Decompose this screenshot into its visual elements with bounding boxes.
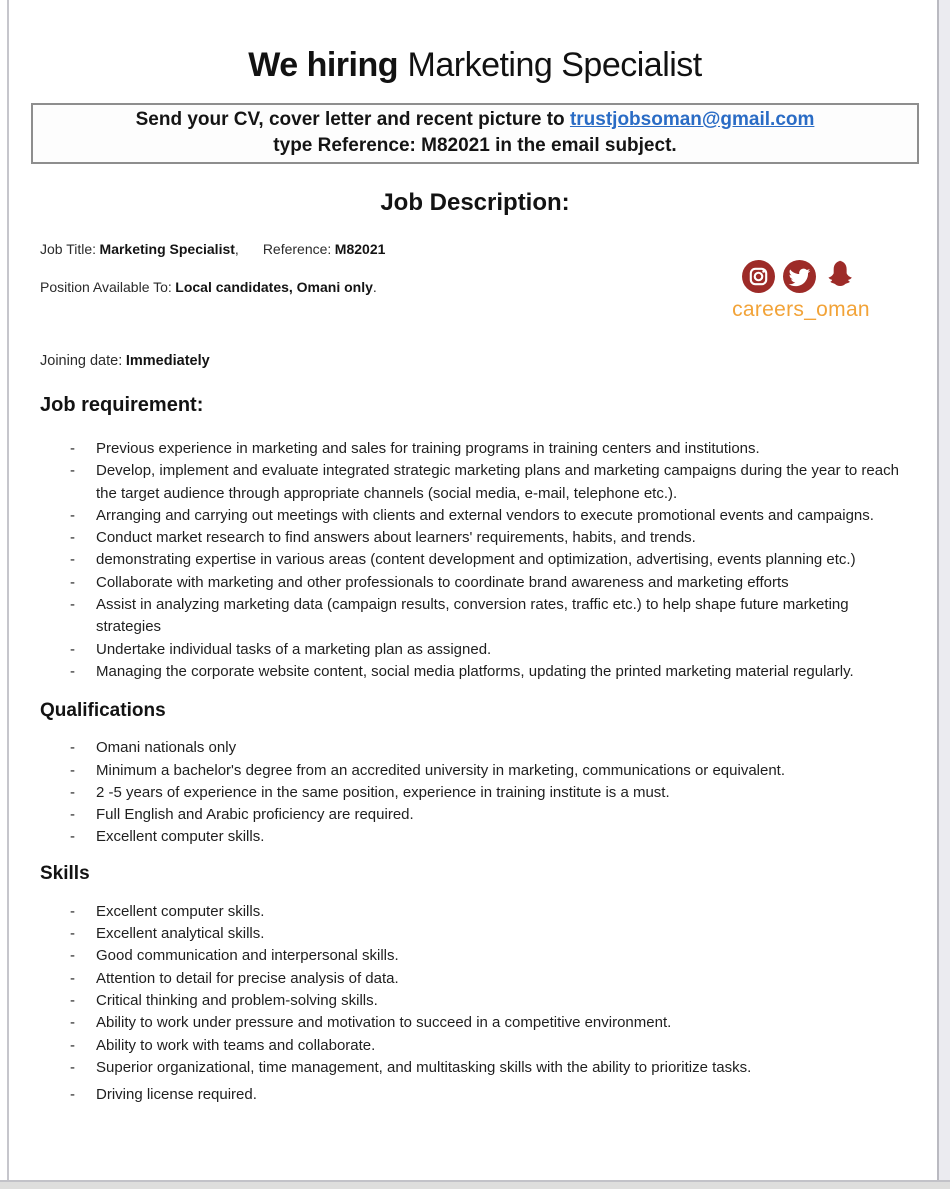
bullet-text: Driving license required. — [96, 1086, 257, 1104]
bullet-text: Minimum a bachelor's degree from an accredited university in marketing, communications or equivalent. — [96, 761, 786, 779]
list-item — [0, 737, 950, 759]
list-item — [0, 505, 950, 527]
page-title — [40, 42, 910, 88]
page-right-edge — [939, 0, 950, 1189]
bullet-text: Undertake individual tasks of a marketing plan as assigned. — [96, 640, 492, 658]
bullet-dash: - — [70, 1086, 75, 1104]
position-value: Local candidates, Omani only — [175, 279, 373, 295]
bullet-dash: - — [70, 947, 75, 965]
bullet-dash: - — [70, 828, 75, 846]
job-requirement-list — [0, 438, 950, 683]
bullet-text: Good communication and interpersonal skills. — [96, 947, 399, 965]
cta-box — [31, 103, 919, 164]
bullet-dash: - — [70, 551, 75, 569]
page-right-edge-line — [937, 0, 939, 1189]
bullet-dash: - — [70, 902, 75, 920]
bullet-text: Managing the corporate website content, social media platforms, updating the printed marketing material regularly. — [96, 662, 854, 680]
bullet-text: Attention to detail for precise analysis of data. — [96, 969, 399, 987]
social-handle: careers_oman — [732, 298, 870, 321]
page-bottom-edge — [0, 1182, 950, 1189]
snapchat-icon[interactable] — [824, 258, 860, 295]
job-title-value: Marketing Specialist — [99, 241, 235, 257]
bullet-dash: - — [70, 991, 75, 1009]
bullet-dash: - — [70, 925, 75, 943]
bullet-dash: - — [70, 806, 75, 824]
bullet-text: Collaborate with marketing and other professionals to coordinate brand awareness and marketing efforts — [96, 573, 789, 591]
bullet-text: Superior organizational, time management, and multitasking skills with the ability to prioritize tasks. — [96, 1058, 752, 1076]
bullet-text: Omani nationals only — [96, 739, 237, 757]
section-heading-qualifications: Qualifications — [40, 700, 166, 722]
list-item — [0, 1035, 950, 1057]
reference-value: M82021 — [334, 241, 386, 257]
social-block — [730, 258, 872, 322]
instagram-icon[interactable] — [742, 260, 775, 293]
bullet-dash: - — [70, 739, 75, 757]
list-item — [0, 782, 950, 804]
list-item — [0, 945, 950, 967]
bullet-dash: - — [70, 596, 75, 614]
page-title-bold: We hiring — [248, 46, 398, 84]
social-icons-row — [730, 258, 872, 295]
list-item — [0, 1012, 950, 1034]
list-item — [0, 527, 950, 549]
bullet-text: Full English and Arabic proficiency are required. — [96, 806, 414, 824]
twitter-icon[interactable] — [783, 260, 816, 293]
qualifications-list — [0, 737, 950, 848]
list-item — [0, 968, 950, 990]
position-period: . — [372, 279, 377, 295]
cta-line-1 — [33, 107, 917, 133]
bullet-text: 2 -5 years of experience in the same position, experience in training institute is a must. — [96, 783, 670, 801]
skills-list — [0, 901, 950, 1107]
joining-date-line — [40, 353, 950, 369]
bullet-dash: - — [70, 662, 75, 680]
list-item — [0, 1084, 950, 1106]
bullet-dash: - — [70, 462, 75, 480]
bullet-text: Conduct market research to find answers about learners' requirements, habits, and trends. — [96, 529, 696, 547]
page-left-edge — [7, 0, 9, 1189]
joining-date-label: Joining date: — [40, 353, 123, 369]
bullet-text: Excellent computer skills. — [96, 828, 265, 846]
list-item — [0, 804, 950, 826]
list-item — [0, 826, 950, 848]
list-item — [0, 594, 950, 639]
bullet-dash: - — [70, 1058, 75, 1076]
section-heading-job-requirement: Job requirement: — [40, 394, 204, 416]
list-item — [0, 639, 950, 661]
bullet-dash: - — [70, 1014, 75, 1032]
job-title-comma: , — [234, 241, 239, 257]
bullet-dash: - — [70, 529, 75, 547]
bullet-dash: - — [70, 783, 75, 801]
bullet-dash: - — [70, 573, 75, 591]
section-heading-skills: Skills — [40, 862, 90, 884]
bullet-dash: - — [70, 506, 75, 524]
cta-line-2: type Reference: M82021 in the email subject. — [273, 135, 677, 156]
list-item — [0, 549, 950, 571]
bullet-text: Ability to work under pressure and motivation to succeed in a competitive environment. — [96, 1014, 672, 1032]
cta-line-1-text: Send your CV, cover letter and recent picture to — [135, 109, 565, 130]
bullet-dash: - — [70, 1036, 75, 1054]
bullet-text: Arranging and carrying out meetings with clients and external vendors to execute promotional events and campaigns. — [96, 506, 874, 524]
list-item — [0, 661, 950, 683]
job-title-label: Job Title: — [40, 241, 97, 257]
bullet-text: Ability to work with teams and collaborate. — [96, 1036, 376, 1054]
joining-date-value: Immediately — [125, 353, 210, 369]
email-link[interactable]: trustjobsoman@gmail.com — [569, 109, 815, 130]
list-item — [0, 990, 950, 1012]
bullet-dash: - — [70, 440, 75, 457]
page-title-rest: Marketing Specialist — [407, 46, 702, 84]
list-item — [0, 572, 950, 594]
job-title-line — [40, 241, 950, 257]
job-description-heading: Job Description: — [380, 189, 570, 216]
bullet-text: Previous experience in marketing and sales for training programs in training centers and institutions. — [96, 440, 760, 457]
bullet-text: Excellent analytical skills. — [96, 925, 265, 943]
list-item — [0, 438, 950, 460]
list-item — [0, 901, 950, 923]
list-item — [0, 1057, 950, 1079]
reference-label: Reference: — [262, 241, 332, 257]
list-item — [0, 460, 950, 505]
list-item — [0, 923, 950, 945]
bullet-text: Develop, implement and evaluate integrated strategic marketing plans and marketing campaigns during the year to reach the target audience through appropriate channels (social media, e-mail, telephone etc.). — [96, 462, 899, 502]
position-label: Position Available To: — [40, 279, 172, 295]
list-item — [0, 760, 950, 782]
bullet-text: Excellent computer skills. — [96, 902, 265, 920]
bullet-dash: - — [70, 969, 75, 987]
bullet-text: demonstrating expertise in various areas (content development and optimization, advertising, events planning etc.) — [96, 551, 856, 569]
bullet-dash: - — [70, 640, 75, 658]
bullet-dash: - — [70, 761, 75, 779]
bullet-text: Critical thinking and problem-solving skills. — [96, 991, 378, 1009]
bullet-text: Assist in analyzing marketing data (campaign results, conversion rates, traffic etc.) to help shape future marketing strategies — [96, 596, 849, 636]
